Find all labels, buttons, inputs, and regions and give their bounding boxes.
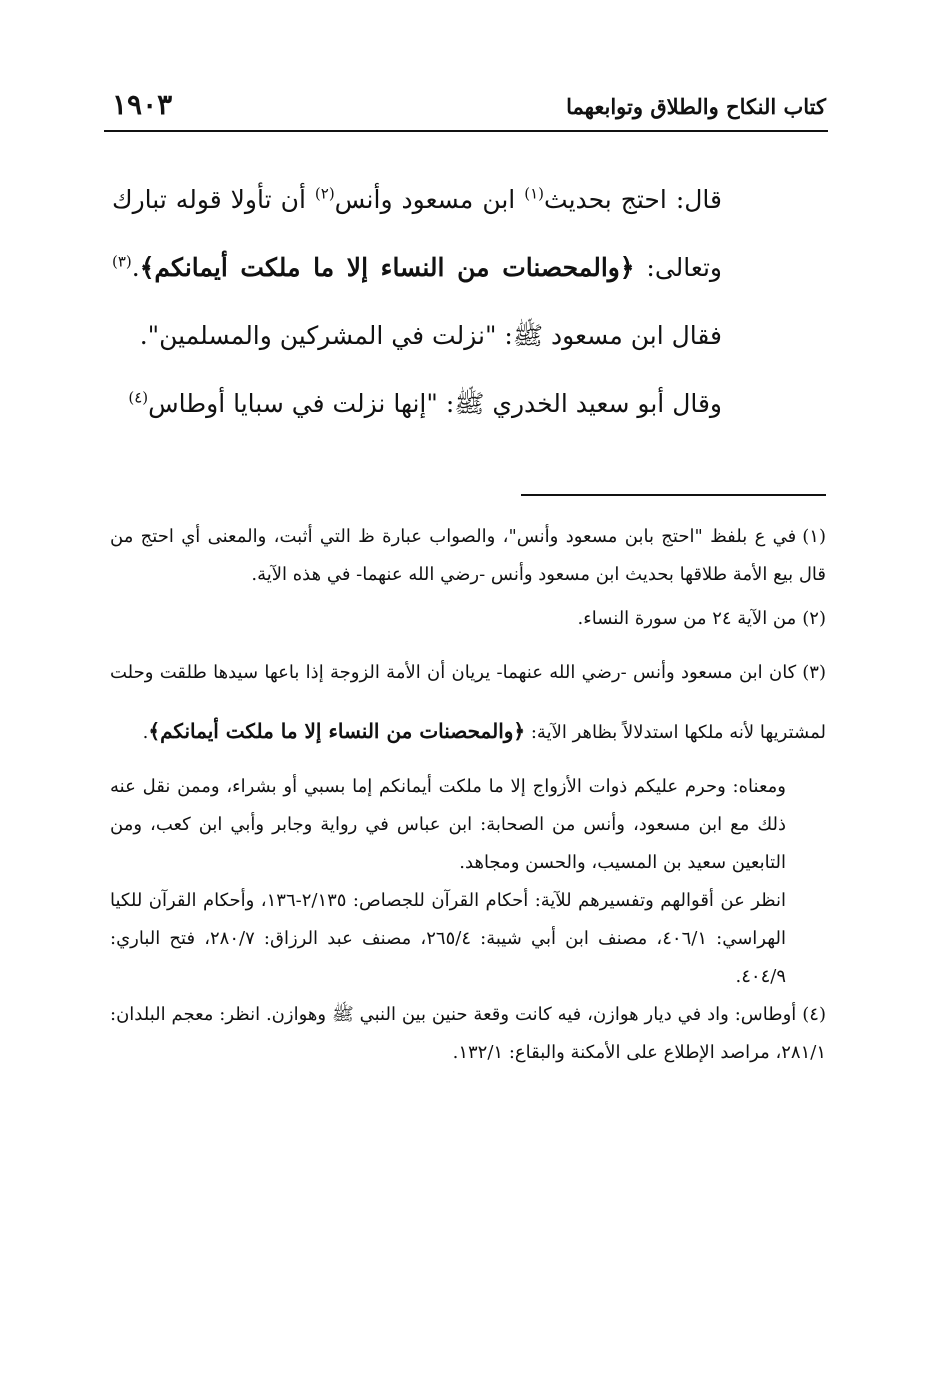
footnote-ref-1: (١)	[524, 184, 545, 203]
footnote-ref-2: (٢)	[314, 184, 335, 203]
text-run: أن تأولا قوله تبارك وتعالى:	[112, 185, 722, 282]
footnote-number: (١)	[802, 526, 826, 547]
text-run: فقال ابن مسعود ﷺ: "نزلت في المشركين والمسلمين".	[139, 321, 722, 350]
footnote-text: كان ابن مسعود وأنس -رضي الله عنهما- يريان أن الأمة الزوجة إذا باعها سيدها طلقت وحلت لمشتريها لأنه ملكها استدلالاً بظاهر الآية:	[110, 662, 826, 743]
main-text	[112, 166, 722, 438]
text-run: قال: احتج بحديث	[544, 185, 722, 214]
footnote-3-continuation-1: ومعناه: وحرم عليكم ذوات الأزواج إلا ما ملكت أيمانكم إما بسبي أو بشراء، وممن نقل عنه ذلك مع ابن مسعود، وأنس من الصحابة: ابن عباس في رواية وجابر وأبي ابن كعب، ومن التابعين سعيد بن المسيب، والحسن ومجاهد.	[110, 776, 786, 873]
footnote-ref-3: (٣)	[112, 252, 132, 271]
main-paragraph-2	[112, 370, 722, 438]
footnote-3-continuation-2: انظر عن أقوالهم وتفسيرهم للآية: أحكام القرآن للجصاص: ٢/١٣٥-١٣٦، وأحكام القرآن للكيا الهراسي: ٤٠٦/١، مصنف ابن أبي شيبة: ٢٦٥/٤، مصنف عبد الرزاق: ٢٨٠/٧، فتح الباري: ٤٠٤/٩.	[110, 890, 787, 987]
footnotes	[110, 518, 826, 1078]
text-run: .	[131, 253, 140, 282]
footnote-text: من الآية ٢٤ من سورة النساء.	[577, 608, 797, 629]
footnote-1	[110, 518, 826, 594]
footnote-text: .	[142, 722, 149, 743]
page-number: ١٩٠٣	[112, 88, 173, 121]
header-rule	[104, 130, 828, 132]
footnote-ref-4: (٤)	[128, 388, 149, 407]
footnote-number: (٣)	[802, 662, 826, 683]
footnote-text: في ع بلفظ "احتج بابن مسعود وأنس"، والصواب عبارة ظ التي أثبت، والمعنى أي احتج من قال بيع الأمة طلاقها بحديث ابن مسعود وأنس -رضي الله عنهما- في هذه الآية.	[110, 526, 826, 585]
running-title: كتاب النكاح والطلاق وتوابعهما	[566, 94, 826, 119]
quran-verse: ﴿والمحصنات من النساء إلا ما ملكت أيمانكم﴾	[148, 719, 526, 743]
text-run: ابن مسعود وأنس	[334, 185, 525, 214]
footnote-4	[110, 996, 826, 1072]
page-header	[112, 88, 826, 128]
main-paragraph-1	[112, 166, 722, 370]
text-run: وقال أبو سعيد الخدري ﷺ: "إنها نزلت في سبايا أوطاس	[148, 389, 722, 418]
footnote-rule	[521, 494, 826, 496]
footnote-number: (٤)	[802, 1004, 826, 1025]
footnote-2	[110, 600, 826, 638]
quran-verse: ﴿والمحصنات من النساء إلا ما ملكت أيمانكم﴾	[139, 253, 635, 282]
footnote-number: (٢)	[802, 608, 826, 629]
footnote-3	[110, 644, 826, 762]
footnote-text: أوطاس: واد في ديار هوازن، فيه كانت وقعة حنين بين النبي ﷺ وهوازن. انظر: معجم البلدان: ٢٨١/١، مراصد الإطلاع على الأمكنة والبقاع: ١٣٢/١.	[110, 1004, 826, 1063]
